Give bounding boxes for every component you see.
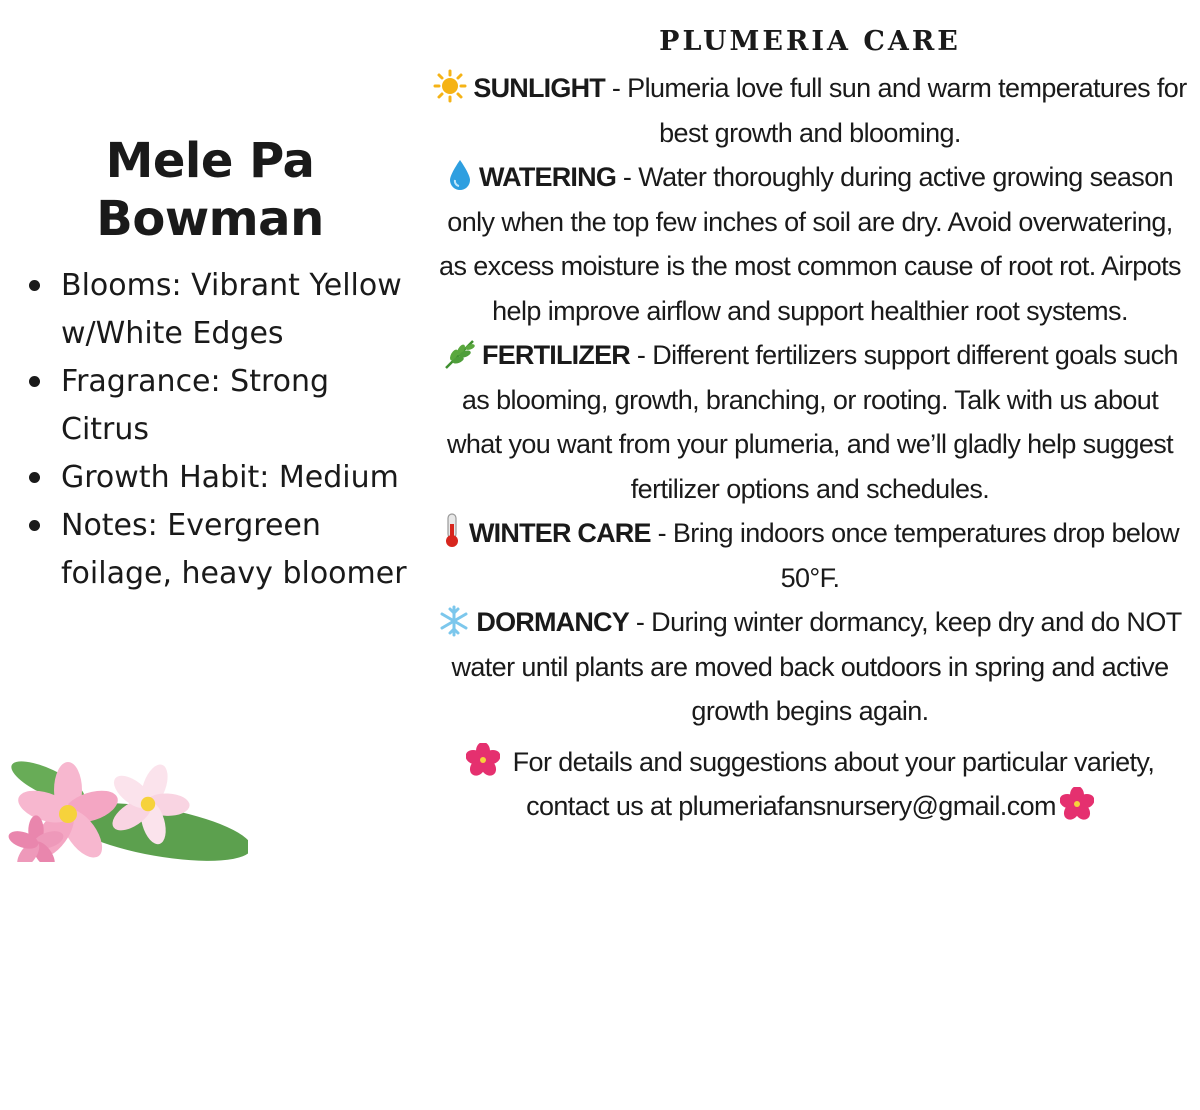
care-title: PLUMERIA CARE bbox=[659, 26, 961, 57]
plant-attributes-list bbox=[24, 262, 424, 598]
attribute-growth-habit: Growth Habit: Medium bbox=[24, 454, 424, 502]
care-section-watering bbox=[432, 155, 1188, 333]
care-section-winter-care bbox=[432, 511, 1188, 600]
contact-note bbox=[432, 740, 1188, 829]
attribute-blooms: Blooms: Vibrant Yellow w/White Edges bbox=[24, 262, 424, 358]
section-heading: FERTILIZER bbox=[482, 340, 630, 370]
plant-info-panel bbox=[0, 0, 430, 900]
section-text: - Different fertilizers support different goals such as blooming, growth, branching, or rooting. Talk with us about what you want from your plumeria, and we’ll gladly help suggest fertilizer options and schedules. bbox=[446, 340, 1178, 504]
thermometer-icon bbox=[441, 512, 463, 548]
hibiscus-icon bbox=[1060, 787, 1094, 821]
herb-icon bbox=[442, 338, 476, 370]
section-text: - Bring indoors once temperatures drop below 50°F. bbox=[650, 518, 1179, 593]
care-section-dormancy bbox=[432, 600, 1188, 734]
water-drop-icon bbox=[447, 158, 473, 192]
plant-name-line2: Bowman bbox=[96, 191, 324, 247]
section-text: - Plumeria love full sun and warm temperatures for best growth and blooming. bbox=[604, 73, 1187, 148]
section-text: - Water thoroughly during active growing season only when the top few inches of soil are dry. Avoid overwatering, as excess moisture is the most common cause of root rot. Airpots help improve airflow and support healthier root systems. bbox=[439, 162, 1181, 326]
section-heading: WATERING bbox=[478, 162, 617, 192]
sun-icon bbox=[433, 69, 467, 103]
section-heading: SUNLIGHT bbox=[473, 73, 605, 103]
plant-name bbox=[0, 132, 420, 248]
contact-text: For details and suggestions about your particular variety, contact us at plumeriafansnursery@gmail.com bbox=[505, 746, 1155, 821]
care-section-fertilizer bbox=[432, 333, 1188, 511]
hibiscus-icon bbox=[466, 743, 500, 777]
attribute-notes: Notes: Evergreen foilage, heavy bloomer bbox=[24, 502, 424, 598]
attribute-fragrance: Fragrance: Strong Citrus bbox=[24, 358, 424, 454]
plant-name-line1: Mele Pa bbox=[105, 133, 315, 189]
section-text: - During winter dormancy, keep dry and do NOT water until plants are moved back outdoors in spring and active growth begins again. bbox=[451, 607, 1182, 726]
care-section-sunlight bbox=[432, 66, 1188, 155]
plumeria-flower-illustration bbox=[8, 752, 248, 862]
snowflake-icon bbox=[438, 605, 470, 637]
section-heading: DORMANCY bbox=[476, 607, 629, 637]
plumeria-care-panel bbox=[432, 22, 1188, 829]
section-heading: WINTER CARE bbox=[469, 518, 651, 548]
